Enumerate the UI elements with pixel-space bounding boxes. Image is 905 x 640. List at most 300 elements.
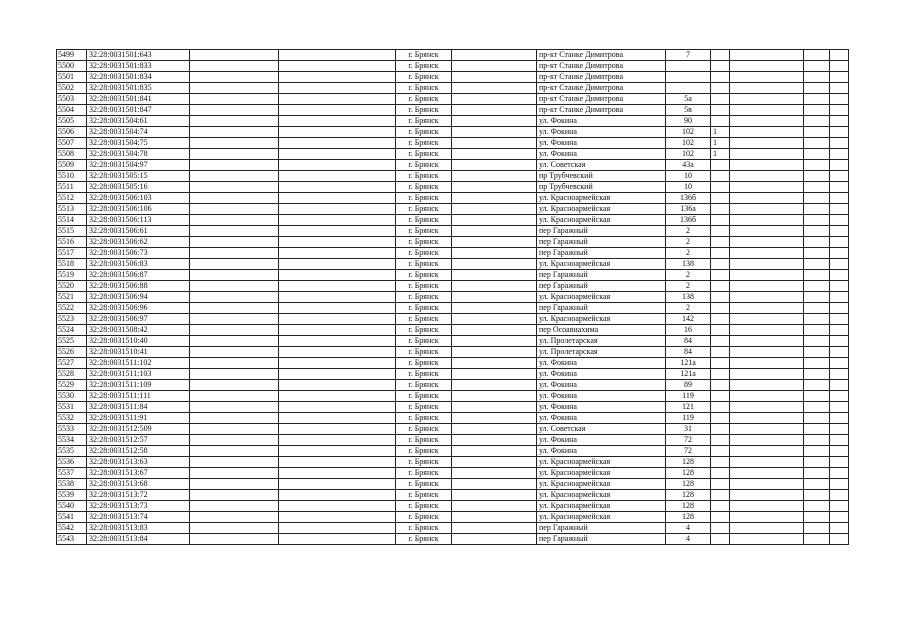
col-6-cell	[452, 303, 537, 314]
city-cell: г. Брянск	[396, 457, 452, 468]
col-4-cell	[279, 237, 396, 248]
street-cell: ул. Красноармейская	[537, 259, 666, 270]
col-12-cell	[830, 83, 849, 94]
street-cell: ул. Фокина	[537, 380, 666, 391]
row-number-cell: 5499	[57, 50, 87, 61]
cadastral-number-cell: 32:28:0031504:61	[87, 116, 190, 127]
city-cell: г. Брянск	[396, 61, 452, 72]
col-4-cell	[279, 325, 396, 336]
street-cell: ул. Пролетарская	[537, 347, 666, 358]
city-cell: г. Брянск	[396, 94, 452, 105]
cadastral-number-cell: 32:28:0031501:833	[87, 61, 190, 72]
city-cell: г. Брянск	[396, 83, 452, 94]
col-6-cell	[452, 226, 537, 237]
table-row	[57, 292, 849, 303]
house-number-cell	[666, 61, 711, 72]
col-11-cell	[804, 314, 830, 325]
col-10-cell	[730, 391, 804, 402]
house-number-cell: 2	[666, 281, 711, 292]
col-6-cell	[452, 358, 537, 369]
col-12-cell	[830, 457, 849, 468]
row-number-cell: 5542	[57, 523, 87, 534]
cadastral-number-cell: 32:28:0031506:94	[87, 292, 190, 303]
street-cell: ул. Фокина	[537, 127, 666, 138]
building-cell	[711, 61, 730, 72]
street-cell: пр-кт Станке Димитрова	[537, 83, 666, 94]
table-row	[57, 237, 849, 248]
col-3-cell	[190, 215, 279, 226]
table-row	[57, 512, 849, 523]
col-11-cell	[804, 303, 830, 314]
table-row	[57, 215, 849, 226]
building-cell	[711, 94, 730, 105]
col-3-cell	[190, 149, 279, 160]
cadastral-table	[56, 49, 849, 545]
row-number-cell: 5543	[57, 534, 87, 545]
col-12-cell	[830, 292, 849, 303]
col-11-cell	[804, 270, 830, 281]
street-cell: ул. Фокина	[537, 138, 666, 149]
street-cell: пер Гаражный	[537, 523, 666, 534]
row-number-cell: 5510	[57, 171, 87, 182]
col-11-cell	[804, 512, 830, 523]
house-number-cell	[666, 72, 711, 83]
col-12-cell	[830, 204, 849, 215]
table-row	[57, 94, 849, 105]
city-cell: г. Брянск	[396, 105, 452, 116]
col-12-cell	[830, 391, 849, 402]
house-number-cell: 136б	[666, 215, 711, 226]
col-4-cell	[279, 512, 396, 523]
street-cell: ул. Советская	[537, 424, 666, 435]
city-cell: г. Брянск	[396, 182, 452, 193]
cadastral-number-cell: 32:28:0031506:61	[87, 226, 190, 237]
col-10-cell	[730, 281, 804, 292]
col-11-cell	[804, 226, 830, 237]
col-12-cell	[830, 490, 849, 501]
col-11-cell	[804, 105, 830, 116]
col-11-cell	[804, 281, 830, 292]
col-12-cell	[830, 94, 849, 105]
col-4-cell	[279, 248, 396, 259]
table-row	[57, 424, 849, 435]
building-cell	[711, 468, 730, 479]
table-row	[57, 413, 849, 424]
row-number-cell: 5512	[57, 193, 87, 204]
cadastral-number-cell: 32:28:0031511:103	[87, 369, 190, 380]
col-10-cell	[730, 171, 804, 182]
col-12-cell	[830, 72, 849, 83]
building-cell	[711, 325, 730, 336]
house-number-cell: 128	[666, 457, 711, 468]
col-6-cell	[452, 501, 537, 512]
city-cell: г. Брянск	[396, 149, 452, 160]
col-10-cell	[730, 534, 804, 545]
col-11-cell	[804, 534, 830, 545]
row-number-cell: 5535	[57, 446, 87, 457]
col-4-cell	[279, 204, 396, 215]
col-12-cell	[830, 534, 849, 545]
row-number-cell: 5524	[57, 325, 87, 336]
col-12-cell	[830, 424, 849, 435]
col-4-cell	[279, 149, 396, 160]
col-6-cell	[452, 336, 537, 347]
col-6-cell	[452, 413, 537, 424]
cadastral-number-cell: 32:28:0031511:84	[87, 402, 190, 413]
col-3-cell	[190, 479, 279, 490]
city-cell: г. Брянск	[396, 138, 452, 149]
row-number-cell: 5538	[57, 479, 87, 490]
col-3-cell	[190, 94, 279, 105]
col-6-cell	[452, 160, 537, 171]
col-12-cell	[830, 215, 849, 226]
building-cell	[711, 402, 730, 413]
col-10-cell	[730, 457, 804, 468]
building-cell	[711, 435, 730, 446]
row-number-cell: 5511	[57, 182, 87, 193]
cadastral-number-cell: 32:28:0031501:643	[87, 50, 190, 61]
cadastral-number-cell: 32:28:0031512:509	[87, 424, 190, 435]
col-12-cell	[830, 182, 849, 193]
row-number-cell: 5508	[57, 149, 87, 160]
table-row	[57, 402, 849, 413]
table-row	[57, 314, 849, 325]
city-cell: г. Брянск	[396, 127, 452, 138]
col-11-cell	[804, 72, 830, 83]
col-6-cell	[452, 94, 537, 105]
col-4-cell	[279, 523, 396, 534]
building-cell	[711, 314, 730, 325]
city-cell: г. Брянск	[396, 303, 452, 314]
col-6-cell	[452, 314, 537, 325]
col-10-cell	[730, 72, 804, 83]
table-row	[57, 50, 849, 61]
col-12-cell	[830, 325, 849, 336]
building-cell	[711, 116, 730, 127]
col-10-cell	[730, 215, 804, 226]
col-3-cell	[190, 270, 279, 281]
col-3-cell	[190, 369, 279, 380]
col-6-cell	[452, 479, 537, 490]
table-row	[57, 171, 849, 182]
house-number-cell: 7	[666, 50, 711, 61]
col-4-cell	[279, 501, 396, 512]
cadastral-number-cell: 32:28:0031511:109	[87, 380, 190, 391]
col-12-cell	[830, 105, 849, 116]
city-cell: г. Брянск	[396, 292, 452, 303]
cadastral-number-cell: 32:28:0031510:40	[87, 336, 190, 347]
city-cell: г. Брянск	[396, 347, 452, 358]
cadastral-number-cell: 32:28:0031506:83	[87, 259, 190, 270]
col-4-cell	[279, 468, 396, 479]
col-3-cell	[190, 50, 279, 61]
street-cell: пер Осоавиахима	[537, 325, 666, 336]
col-10-cell	[730, 226, 804, 237]
col-11-cell	[804, 468, 830, 479]
row-number-cell: 5506	[57, 127, 87, 138]
col-6-cell	[452, 193, 537, 204]
col-6-cell	[452, 292, 537, 303]
row-number-cell: 5507	[57, 138, 87, 149]
row-number-cell: 5522	[57, 303, 87, 314]
street-cell: пр-кт Станке Димитрова	[537, 61, 666, 72]
col-3-cell	[190, 105, 279, 116]
col-10-cell	[730, 413, 804, 424]
col-12-cell	[830, 380, 849, 391]
col-4-cell	[279, 193, 396, 204]
table-row	[57, 534, 849, 545]
house-number-cell: 5в	[666, 105, 711, 116]
house-number-cell: 136б	[666, 193, 711, 204]
col-3-cell	[190, 237, 279, 248]
col-4-cell	[279, 534, 396, 545]
col-10-cell	[730, 160, 804, 171]
building-cell	[711, 446, 730, 457]
col-3-cell	[190, 534, 279, 545]
col-12-cell	[830, 468, 849, 479]
city-cell: г. Брянск	[396, 193, 452, 204]
col-4-cell	[279, 303, 396, 314]
col-4-cell	[279, 127, 396, 138]
house-number-cell: 128	[666, 468, 711, 479]
col-6-cell	[452, 259, 537, 270]
row-number-cell: 5540	[57, 501, 87, 512]
street-cell: ул. Красноармейская	[537, 468, 666, 479]
col-10-cell	[730, 61, 804, 72]
cadastral-number-cell: 32:28:0031513:74	[87, 512, 190, 523]
table-row	[57, 336, 849, 347]
col-4-cell	[279, 138, 396, 149]
house-number-cell: 89	[666, 380, 711, 391]
street-cell: ул. Красноармейская	[537, 457, 666, 468]
col-6-cell	[452, 380, 537, 391]
table-row	[57, 193, 849, 204]
col-12-cell	[830, 127, 849, 138]
col-4-cell	[279, 94, 396, 105]
building-cell	[711, 193, 730, 204]
house-number-cell: 121а	[666, 369, 711, 380]
col-4-cell	[279, 424, 396, 435]
cadastral-number-cell: 32:28:0031513:67	[87, 468, 190, 479]
table-row	[57, 61, 849, 72]
street-cell: ул. Фокина	[537, 446, 666, 457]
table-row	[57, 490, 849, 501]
cadastral-number-cell: 32:28:0031506:62	[87, 237, 190, 248]
cadastral-number-cell: 32:28:0031504:74	[87, 127, 190, 138]
col-4-cell	[279, 413, 396, 424]
col-3-cell	[190, 490, 279, 501]
col-4-cell	[279, 270, 396, 281]
row-number-cell: 5521	[57, 292, 87, 303]
table-row	[57, 248, 849, 259]
col-10-cell	[730, 490, 804, 501]
col-4-cell	[279, 479, 396, 490]
col-4-cell	[279, 160, 396, 171]
building-cell	[711, 281, 730, 292]
col-10-cell	[730, 50, 804, 61]
building-cell	[711, 512, 730, 523]
house-number-cell: 119	[666, 391, 711, 402]
house-number-cell: 10	[666, 171, 711, 182]
col-4-cell	[279, 402, 396, 413]
house-number-cell: 84	[666, 336, 711, 347]
row-number-cell: 5533	[57, 424, 87, 435]
col-3-cell	[190, 292, 279, 303]
building-cell	[711, 303, 730, 314]
col-12-cell	[830, 358, 849, 369]
city-cell: г. Брянск	[396, 72, 452, 83]
col-4-cell	[279, 358, 396, 369]
cadastral-number-cell: 32:28:0031513:73	[87, 501, 190, 512]
col-12-cell	[830, 270, 849, 281]
row-number-cell: 5530	[57, 391, 87, 402]
col-10-cell	[730, 325, 804, 336]
row-number-cell: 5505	[57, 116, 87, 127]
col-3-cell	[190, 402, 279, 413]
col-3-cell	[190, 138, 279, 149]
building-cell	[711, 534, 730, 545]
row-number-cell: 5525	[57, 336, 87, 347]
house-number-cell: 2	[666, 226, 711, 237]
cadastral-number-cell: 32:28:0031506:96	[87, 303, 190, 314]
cadastral-number-cell: 32:28:0031501:847	[87, 105, 190, 116]
col-4-cell	[279, 446, 396, 457]
city-cell: г. Брянск	[396, 281, 452, 292]
cadastral-number-cell: 32:28:0031504:75	[87, 138, 190, 149]
cadastral-number-cell: 32:28:0031506:103	[87, 193, 190, 204]
col-12-cell	[830, 259, 849, 270]
building-cell	[711, 237, 730, 248]
table-row	[57, 303, 849, 314]
row-number-cell: 5513	[57, 204, 87, 215]
cadastral-number-cell: 32:28:0031510:41	[87, 347, 190, 358]
table-row	[57, 391, 849, 402]
city-cell: г. Брянск	[396, 50, 452, 61]
col-11-cell	[804, 171, 830, 182]
table-row	[57, 127, 849, 138]
city-cell: г. Брянск	[396, 468, 452, 479]
col-3-cell	[190, 523, 279, 534]
table-row	[57, 226, 849, 237]
building-cell	[711, 490, 730, 501]
cadastral-number-cell: 32:28:0031501:841	[87, 94, 190, 105]
city-cell: г. Брянск	[396, 270, 452, 281]
col-11-cell	[804, 336, 830, 347]
street-cell: пр-кт Станке Димитрова	[537, 72, 666, 83]
col-12-cell	[830, 479, 849, 490]
col-3-cell	[190, 259, 279, 270]
row-number-cell: 5517	[57, 248, 87, 259]
cadastral-number-cell: 32:28:0031513:63	[87, 457, 190, 468]
col-4-cell	[279, 61, 396, 72]
col-4-cell	[279, 391, 396, 402]
col-3-cell	[190, 193, 279, 204]
row-number-cell: 5514	[57, 215, 87, 226]
col-4-cell	[279, 435, 396, 446]
table-row	[57, 479, 849, 490]
col-10-cell	[730, 446, 804, 457]
city-cell: г. Брянск	[396, 512, 452, 523]
house-number-cell	[666, 83, 711, 94]
col-3-cell	[190, 435, 279, 446]
col-10-cell	[730, 435, 804, 446]
table-row	[57, 160, 849, 171]
col-12-cell	[830, 501, 849, 512]
city-cell: г. Брянск	[396, 446, 452, 457]
house-number-cell: 128	[666, 479, 711, 490]
city-cell: г. Брянск	[396, 479, 452, 490]
house-number-cell: 138	[666, 259, 711, 270]
house-number-cell: 121а	[666, 358, 711, 369]
house-number-cell: 2	[666, 270, 711, 281]
building-cell	[711, 358, 730, 369]
col-12-cell	[830, 303, 849, 314]
row-number-cell: 5501	[57, 72, 87, 83]
col-10-cell	[730, 259, 804, 270]
street-cell: ул. Красноармейская	[537, 215, 666, 226]
col-12-cell	[830, 50, 849, 61]
house-number-cell: 142	[666, 314, 711, 325]
city-cell: г. Брянск	[396, 534, 452, 545]
col-4-cell	[279, 281, 396, 292]
col-10-cell	[730, 149, 804, 160]
city-cell: г. Брянск	[396, 314, 452, 325]
row-number-cell: 5523	[57, 314, 87, 325]
table-row	[57, 501, 849, 512]
street-cell: ул. Красноармейская	[537, 479, 666, 490]
building-cell	[711, 413, 730, 424]
building-cell	[711, 248, 730, 259]
col-12-cell	[830, 149, 849, 160]
col-6-cell	[452, 237, 537, 248]
cadastral-number-cell: 32:28:0031511:91	[87, 413, 190, 424]
table-row	[57, 83, 849, 94]
cadastral-number-cell: 32:28:0031513:83	[87, 523, 190, 534]
col-10-cell	[730, 336, 804, 347]
col-12-cell	[830, 402, 849, 413]
city-cell: г. Брянск	[396, 237, 452, 248]
house-number-cell: 102	[666, 127, 711, 138]
city-cell: г. Брянск	[396, 325, 452, 336]
building-cell	[711, 160, 730, 171]
col-11-cell	[804, 61, 830, 72]
table-row	[57, 457, 849, 468]
col-3-cell	[190, 61, 279, 72]
col-6-cell	[452, 369, 537, 380]
col-12-cell	[830, 237, 849, 248]
col-6-cell	[452, 512, 537, 523]
col-10-cell	[730, 193, 804, 204]
street-cell: пр Трубчевский	[537, 171, 666, 182]
street-cell: ул. Фокина	[537, 149, 666, 160]
house-number-cell: 128	[666, 501, 711, 512]
house-number-cell: 136а	[666, 204, 711, 215]
street-cell: ул. Фокина	[537, 358, 666, 369]
street-cell: пер Гаражный	[537, 534, 666, 545]
cadastral-number-cell: 32:28:0031506:73	[87, 248, 190, 259]
street-cell: ул. Красноармейская	[537, 292, 666, 303]
street-cell: ул. Красноармейская	[537, 193, 666, 204]
col-4-cell	[279, 105, 396, 116]
table-row	[57, 281, 849, 292]
col-3-cell	[190, 336, 279, 347]
col-6-cell	[452, 281, 537, 292]
city-cell: г. Брянск	[396, 336, 452, 347]
col-11-cell	[804, 435, 830, 446]
cadastral-number-cell: 32:28:0031511:102	[87, 358, 190, 369]
col-6-cell	[452, 61, 537, 72]
col-3-cell	[190, 358, 279, 369]
